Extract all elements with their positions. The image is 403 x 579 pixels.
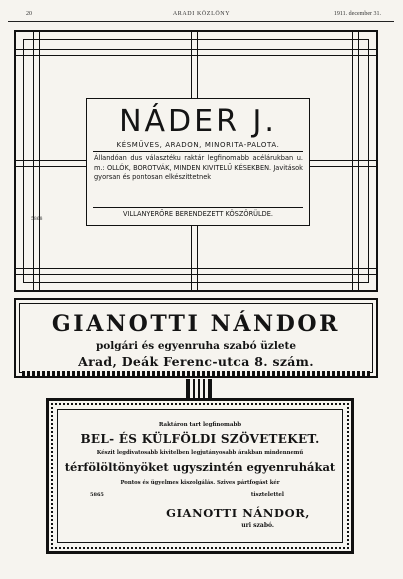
nader-ad-box <box>86 98 310 226</box>
left-rule-1 <box>33 30 34 292</box>
top-rule-2 <box>14 55 378 56</box>
left-rule-2 <box>39 30 40 292</box>
gianotti-box-line1: Raktáron tart legfinomabb <box>158 422 242 428</box>
nader-subtitle: KÉSMŰVES, ARADON, MINORITA-PALOTA. <box>116 141 280 149</box>
nader-title: NÁDER J. <box>119 104 277 139</box>
gianotti-box-greeting: tisztelettel <box>250 492 284 498</box>
issue-date: 1911. december 31. <box>333 11 381 17</box>
gianotti-band-ad <box>14 298 378 378</box>
gianotti-box-code: 5865 <box>90 492 104 498</box>
gianotti-box-line2: BEL- ÉS KÜLFÖLDI SZÖVETEKET. <box>80 432 320 446</box>
gianotti-band-title: GIANOTTI NÁNDOR <box>51 311 341 337</box>
gianotti-band-address: Arad, Deák Ferenc-utca 8. szám. <box>78 354 314 369</box>
gianotti-box-role: uri szabó. <box>241 522 274 529</box>
page-number: 20 <box>26 11 32 17</box>
bottom-rule-1 <box>14 268 378 269</box>
gianotti-box-line5: Pontos és ügyelmes kiszolgálás. Szives pártfogást kér <box>120 480 280 486</box>
nader-footer: VILLANYERŐRE BERENDEZETT KÖSZÖRÜLDE. <box>122 210 273 218</box>
gianotti-box-line3: Készit legdivatosabb kivitelben legjutányosabb árakban mindennemű <box>96 450 304 456</box>
gianotti-chain-border <box>22 371 370 376</box>
nader-rule-top <box>93 151 303 152</box>
gianotti-box-ad <box>46 398 354 554</box>
top-rule-1 <box>14 49 378 50</box>
newspaper-title: ARADI KÖZLÖNY <box>172 11 231 17</box>
gianotti-box-signature: GIANOTTI NÁNDOR, <box>166 506 310 520</box>
gianotti-box-line4: térfölöltönyöket ugyszintén egyenruhákat <box>64 460 336 474</box>
right-rule-1 <box>358 30 359 292</box>
nader-ad-code: 5868 <box>31 217 43 222</box>
nader-body: Állandóan dus választéku raktár legfinomabb acélárukban u. m.: OLLÓK, BOROTVÁK, MINDEN KIVITELŰ KÉSEKBEN. Javitások gyorsan és pontosan elkészittetnek <box>94 154 303 182</box>
bottom-rule-2 <box>14 274 378 275</box>
nader-rule-bottom <box>93 207 303 208</box>
header-rule <box>8 21 394 22</box>
gianotti-band-subtitle: polgári és egyenruha szabó üzlete <box>95 340 297 352</box>
right-rule-2 <box>352 30 353 292</box>
gianotti-box-inner-border <box>57 409 343 543</box>
ad-connector-ornament <box>186 379 212 398</box>
